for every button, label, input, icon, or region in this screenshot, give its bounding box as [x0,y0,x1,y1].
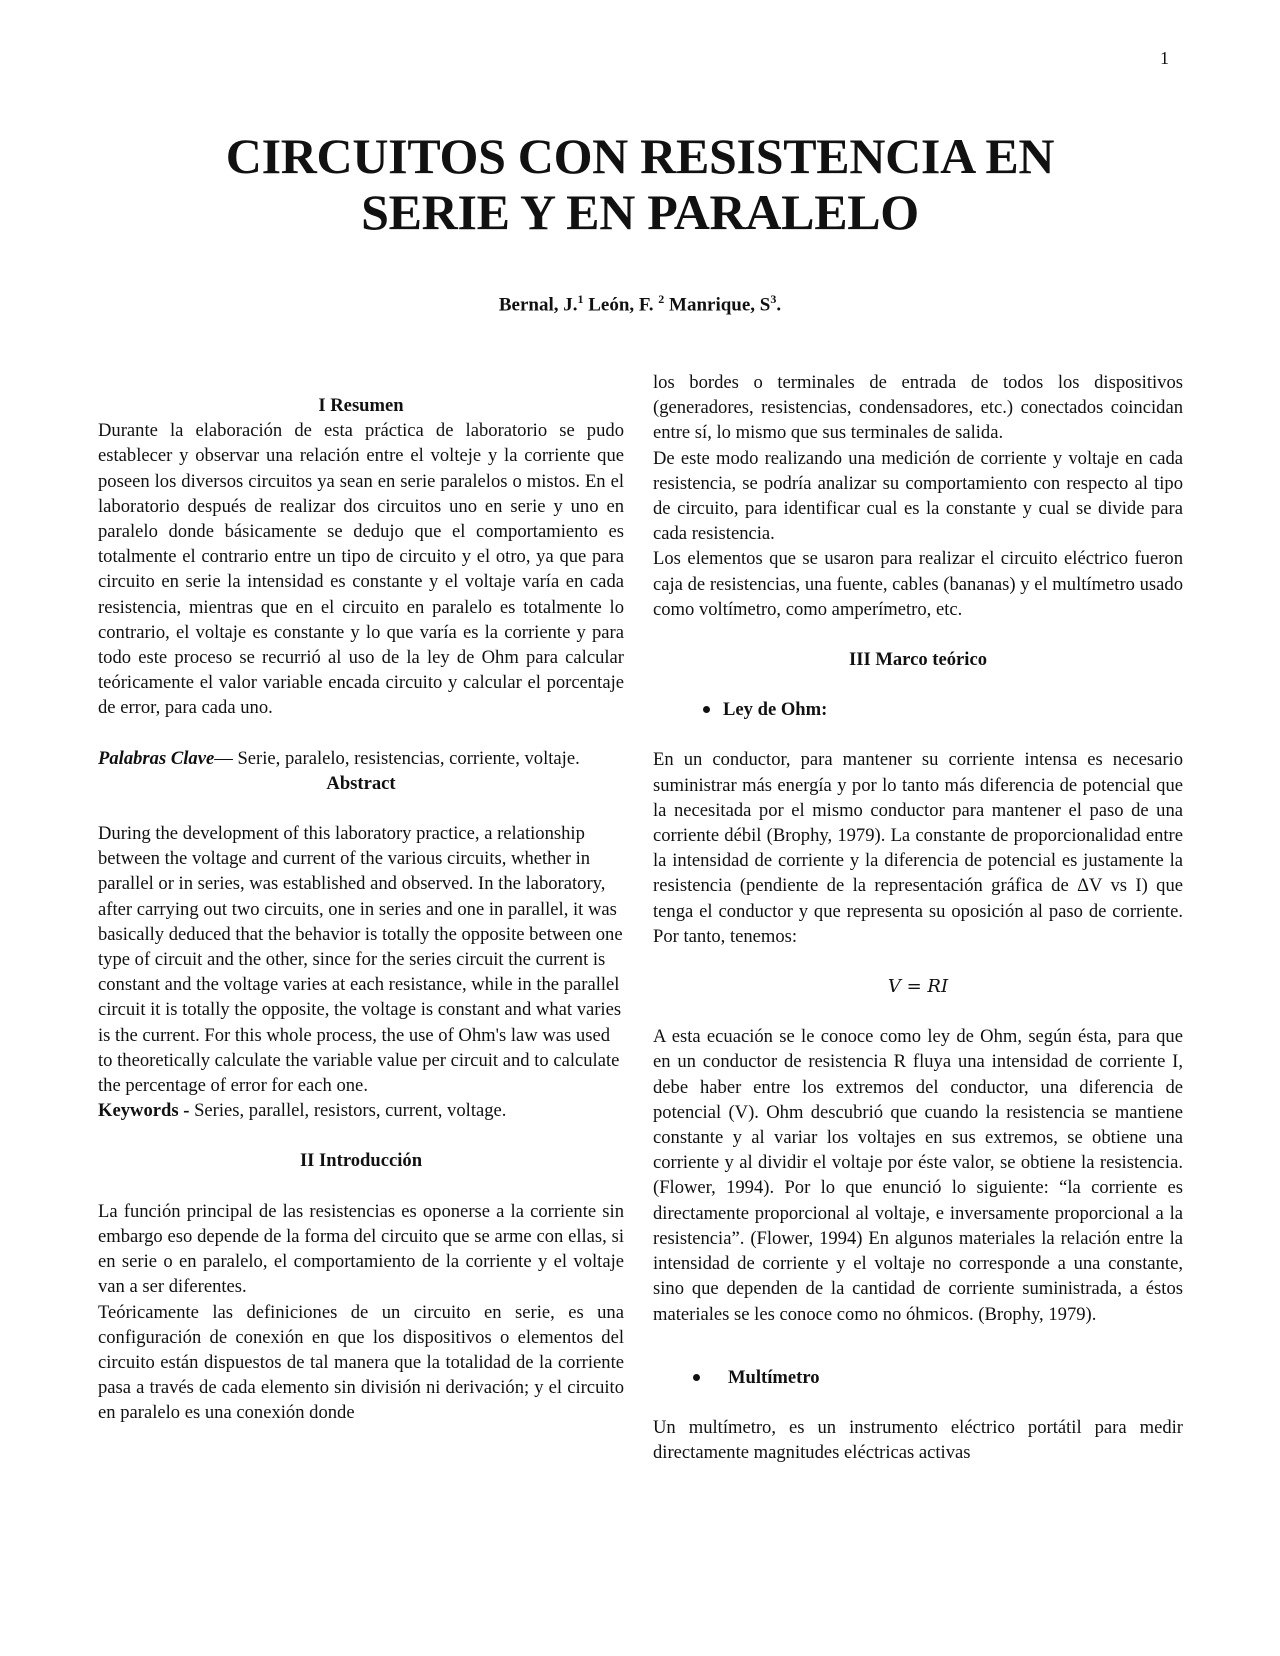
intro-paragraph-5: Los elementos que se usaron para realizar el circuito eléctrico fueron caja de resistencias, una fuente, cables (bananas) y el multímetro usado como voltímetro, como amperímetro, etc. [653,548,1183,620]
resumen-heading: I Resumen [318,395,404,416]
bullet-ley-ohm [653,697,1183,722]
right-column [653,370,1183,1465]
keywords [98,1098,624,1123]
title-line-1: CIRCUITOS CON RESISTENCIA EN [225,128,1055,184]
bullet-multimetro-label: Multímetro [728,1366,820,1388]
author-2: León, F. [588,294,654,316]
ohm-paragraph-2: A esta ecuación se le conoce como ley de Ohm, según ésta, para que en un conductor de resistencia R fluya una intensidad de corriente I, debe haber entre los extremos del conductor, una diferencia de potencial (V). Ohm descubrió que cuando la resistencia se mantiene constante y al variar los voltajes en sus extremos, se obtiene una corriente y al dividir el voltaje por éste valor, se obtiene la resistencia. (Flower, 1994). Por lo que enunció lo siguiente: “la corriente es directamente proporcional al voltaje, e inversamente proporcional a la resistencia”. (Flower, 1994) En algunos materiales la relación entre la intensidad de corriente y el voltaje no corresponde a una constante, sino que dependen de la cantidad de corriente suministrada, a éstos materiales se les conoce como no óhmicos. (Brophy, 1979). [653,1026,1183,1325]
keywords-text: Series, parallel, resistors, current, voltage. [194,1100,507,1122]
bullet-multimetro [653,1365,1183,1390]
page-number: 1 [1160,48,1169,68]
ohm-paragraph-1: En un conductor, para mantener su corriente intensa es necesario suministrar más energía y por lo tanto más diferencia de potencial que la necesitada por el mismo conductor para mantener el paso de una corriente débil (Brophy, 1979). La constante de proporcionalidad entre la intensidad de corriente y la diferencia de potencial es justamente la resistencia (pendiente de la representación gráfica de ΔV vs I) que tenga el conductor y que representa su oposición al paso de corriente. Por tanto, tenemos: [653,749,1183,947]
intro-paragraph-3: los bordes o terminales de entrada de todos los dispositivos (generadores, resistencias, condensadores, etc.) conectados coincidan entre sí, lo mismo que sus terminales de salida. [653,372,1183,444]
palabras-clave [98,746,624,771]
intro-paragraph-2: Teóricamente las definiciones de un circuito en serie, es una configuración de conexión en que los dispositivos o elementos del circuito están dispuestos de tal manera que la totalidad de la corriente pasa a través de cada elemento sin división ni derivación; y el circuito en paralelo es una conexión donde [98,1301,624,1424]
marco-heading: III Marco teórico [848,649,988,671]
abstract-body: During the development of this laboratory practice, a relationship between the voltage and current of the various circuits, whether in parallel or in series, was established and observed. In the laboratory, after carrying out two circuits, one in series and one in parallel, it was basically deduced that the behavior is totally the opposite between one type of circuit and the other, since for the series circuit the current is constant and the voltage varies at each resistance, while in the parallel circuit it is totally the opposite, the voltage is constant and what varies is the current. For this whole process, the use of Ohm's law was used to theoretically calculate the variable value per circuit and to calculate the percentage of error for each one. [98,823,623,1097]
multimetro-paragraph: Un multímetro, es un instrumento eléctrico portátil para medir directamente magnitudes eléctricas activas [653,1416,1183,1464]
palabras-clave-label: Palabras Clave [98,747,215,769]
intro-paragraph-1: La función principal de las resistencias es oponerse a la corriente sin embargo eso depende de la forma del circuito que se arme con ellas, si en serie o en paralelo, el comportamiento de la corriente y el voltaje van a ser diferentes. [98,1200,624,1298]
left-column [98,393,624,1426]
ohm-formula: V = RI [887,976,949,998]
intro-paragraph-4: De este modo realizando una medición de corriente y voltaje en cada resistencia, se podría analizar su comportamiento con respecto al tipo de circuito, para identificar cual es la constante y cual se divide para cada resistencia. [653,447,1183,545]
bullet-ley-ohm-label: Ley de Ohm: [723,699,828,721]
author-2-affiliation: 2 [658,292,665,306]
bullet-dot-icon [693,1374,700,1381]
bullet-dot-icon [703,706,710,713]
author-3-affiliation: 3 [770,292,777,306]
title-line-2: SERIE Y EN PARALELO [361,184,919,240]
keywords-label: Keywords - [98,1100,195,1122]
author-1-affiliation: 1 [577,292,584,306]
author-1: Bernal, J. [498,294,578,316]
palabras-clave-text: — Serie, paralelo, resistencias, corriente, voltaje. [214,747,580,769]
abstract-heading: Abstract [326,772,396,794]
author-3-end: . [776,294,782,316]
intro-heading: II Introducción [299,1150,423,1172]
author-list [0,292,1280,316]
author-3: Manrique, S [669,294,771,316]
resumen-body: Durante la elaboración de esta práctica de laboratorio se pudo establecer y observar una relación entre el volteje y la corriente que poseen los diversos circuitos ya sean en serie paralelos o mistos. En el laboratorio después de realizar dos circuitos uno en serie y uno en paralelo donde básicamente se dedujo que el comportamiento es totalmente el contrario entre un tipo de circuito y el otro, ya que para circuito en serie la intensidad es constante y el voltaje varía en cada resistencia, mientras que en el circuito en paralelo es totalmente lo contrario, el voltaje es constante y lo que varía es la corriente y para todo este proceso se recurrió al uso de la ley de Ohm para calcular teóricamente el valor variable encada circuito y calcular el porcentaje de error, para cada uno. [98,420,624,719]
paper-title [0,128,1280,240]
